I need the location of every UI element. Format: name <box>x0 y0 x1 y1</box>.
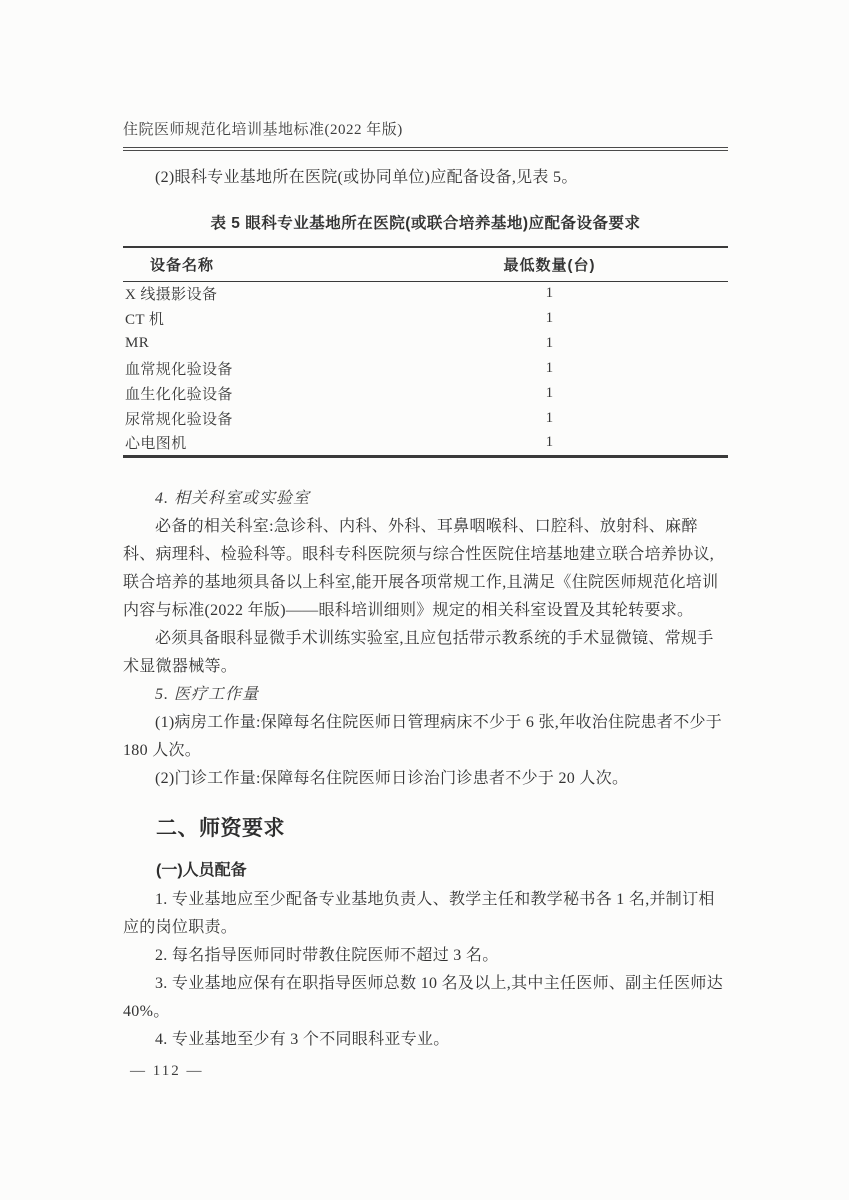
chapter-heading-faculty-requirements: 二、师资要求 <box>156 816 285 840</box>
table-row <box>123 356 728 381</box>
min-count-cell: 1 <box>545 335 554 351</box>
page-content <box>123 121 728 1080</box>
device-name-cell: CT 机 <box>125 312 165 328</box>
min-count-cell: 1 <box>545 410 554 426</box>
device-name-cell: 尿常规化验设备 <box>125 412 233 428</box>
header-double-rule <box>123 147 728 151</box>
min-count-cell: 1 <box>545 360 554 376</box>
device-name-cell: MR <box>125 335 150 351</box>
min-count-cell: 1 <box>545 310 554 326</box>
column-header-min-count: 最低数量(台) <box>371 247 728 281</box>
staffing-items <box>123 886 728 1054</box>
table-row <box>123 381 728 406</box>
device-name-cell: X 线摄影设备 <box>125 287 218 304</box>
page-number: — 112 — <box>130 1062 204 1079</box>
table-row <box>123 431 728 456</box>
table-title: 表 5 眼科专业基地所在医院(或联合培养基地)应配备设备要求 <box>210 215 641 232</box>
outpatient-workload-paragraph: (2)门诊工作量:保障每名住院医师日诊治门诊患者不少于 20 人次。 <box>155 769 629 787</box>
table-row <box>123 281 728 306</box>
staffing-item: 3. 专业基地应保有在职指导医师总数 10 名及以上,其中主任医师、副主任医师达 40%。 <box>123 974 724 1020</box>
column-header-device-name: 设备名称 <box>123 247 371 281</box>
intro-paragraph: (2)眼科专业基地所在医院(或协同单位)应配备设备,见表 5。 <box>155 169 578 186</box>
ward-workload-paragraph: (1)病房工作量:保障每名住院医师日管理病床不少于 6 张,年收治住院患者不少于 180 人次。 <box>123 713 723 759</box>
staffing-item: 4. 专业基地至少有 3 个不同眼科亚专业。 <box>155 1030 450 1048</box>
equipment-table <box>123 246 728 458</box>
running-head: 住院医师规范化培训基地标准(2022 年版) <box>123 122 403 138</box>
equipment-table-body <box>123 281 728 456</box>
microsurgery-lab-paragraph: 必须具备眼科显微手术训练实验室,且应包括带示教系统的手术显微镜、常规手术显微器械等。 <box>123 629 714 675</box>
staffing-item: 2. 每名指导医师同时带教住院医师不超过 3 名。 <box>155 946 499 964</box>
table-row <box>123 331 728 356</box>
section-heading-medical-workload: 5. 医疗工作量 <box>155 685 260 703</box>
staffing-item: 1. 专业基地应至少配备专业基地负责人、教学主任和教学秘书各 1 名,并制订相应的岗位职责。 <box>123 890 715 936</box>
device-name-cell: 血常规化验设备 <box>125 362 233 378</box>
table-header-row <box>123 247 728 281</box>
equipment-table-header <box>123 247 728 281</box>
sub-heading-staffing: (一)人员配备 <box>156 861 247 879</box>
device-name-cell: 心电图机 <box>125 436 187 453</box>
device-name-cell: 血生化化验设备 <box>125 387 233 403</box>
table-row <box>123 406 728 431</box>
section-related-departments <box>123 485 728 793</box>
related-departments-paragraph: 必备的相关科室:急诊科、内科、外科、耳鼻咽喉科、口腔科、放射科、麻醉科、病理科、检验科等。眼科专科医院须与综合性医院住培基地建立联合培养协议,联合培养的基地须具备以上科室,能开展各项常规工作,且满足《住院医师规范化培训内容与标准(2022 年版)——眼科培训细则》规定的相关科室设置及其轮转要求。 <box>123 517 719 619</box>
table-row <box>123 306 728 331</box>
min-count-cell: 1 <box>545 385 554 401</box>
min-count-cell: 1 <box>545 285 554 302</box>
section-heading-related-departments: 4. 相关科室或实验室 <box>155 489 311 507</box>
min-count-cell: 1 <box>545 434 554 451</box>
